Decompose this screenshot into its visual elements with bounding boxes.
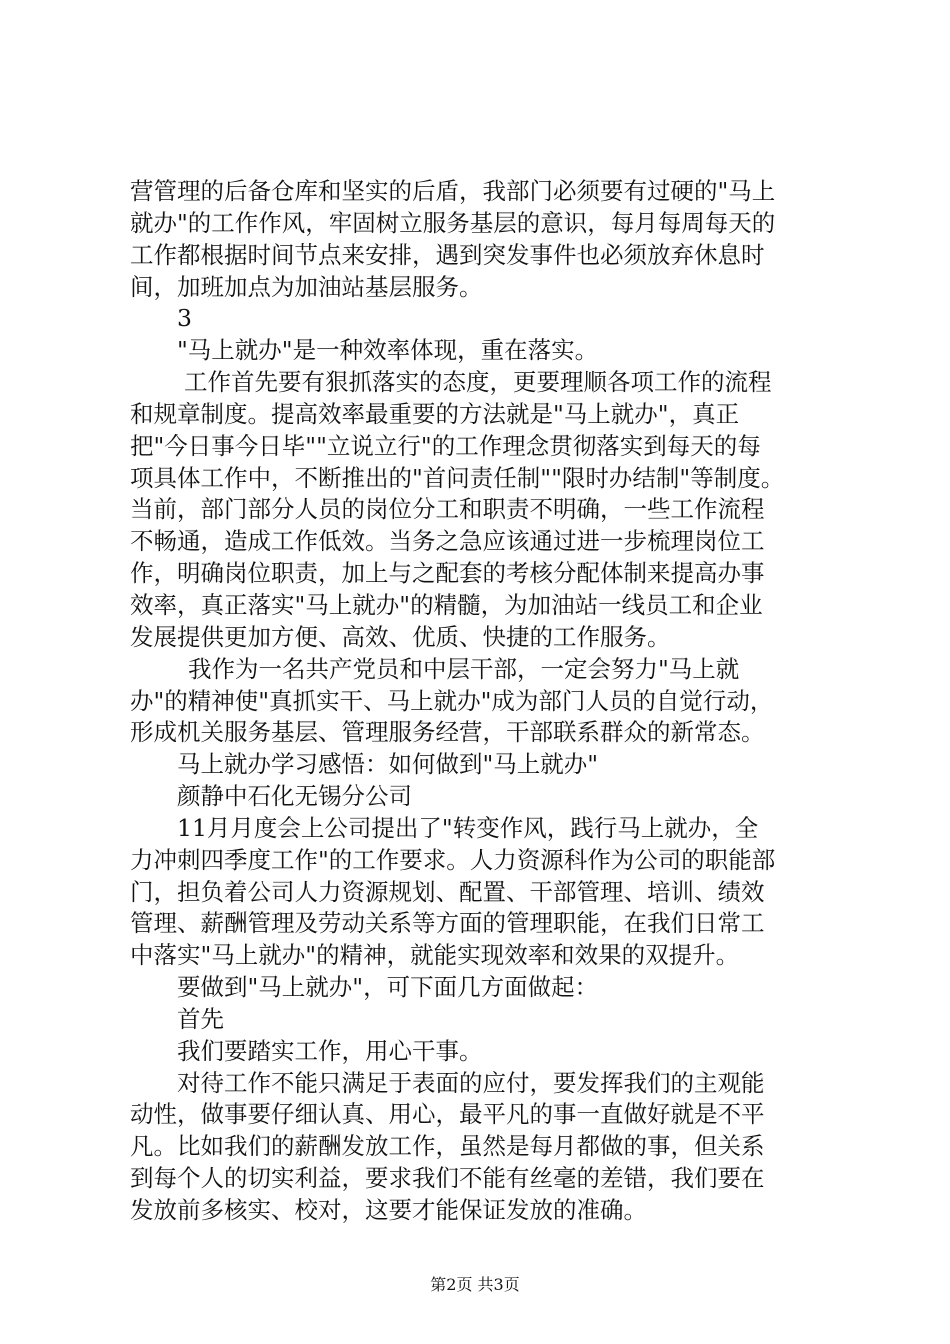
text-line: 效率，真正落实"马上就办"的精髓，为加油站一线员工和企业 bbox=[130, 590, 763, 619]
text-line: 门，担负着公司人力资源规划、配置、干部管理、培训、绩效 bbox=[130, 877, 765, 906]
text-line: 凡。比如我们的薪酬发放工作，虽然是每月都做的事，但关系 bbox=[130, 1132, 765, 1161]
text-line: 就办"的工作作风，牢固树立服务基层的意识，每月每周每天的 bbox=[130, 208, 776, 237]
text-line: 发放前多核实、校对，这要才能保证发放的准确。 bbox=[130, 1196, 647, 1224]
text-line: 当前，部门部分人员的岗位分工和职责不明确，一些工作流程 bbox=[130, 495, 765, 524]
text-line: 力冲刺四季度工作"的工作要求。人力资源科作为公司的职能部 bbox=[130, 845, 776, 874]
page-footer bbox=[0, 1272, 950, 1295]
text-line: 发展提供更加方便、高效、优质、快捷的工作服务。 bbox=[130, 622, 671, 651]
text-line: 中落实"马上就办"的精神，就能实现效率和效果的双提升。 bbox=[130, 941, 740, 970]
text-line: 要做到"马上就办"，可下面几方面做起： bbox=[177, 973, 599, 1002]
text-line: 到每个人的切实利益，要求我们不能有丝毫的差错，我们要在 bbox=[130, 1164, 765, 1193]
text-line: 11月月度会上公司提出了"转变作风，践行马上就办，全 bbox=[177, 813, 759, 842]
page-number-label: 第2页 共3页 bbox=[430, 1275, 520, 1294]
section-heading: "马上就办"是一种效率体现，重在落实。 bbox=[177, 336, 599, 365]
text-line: 把"今日事今日毕""立说立行"的工作理念贯彻落实到每天的每 bbox=[130, 431, 761, 460]
text-line: 间，加班加点为加油站基层服务。 bbox=[130, 272, 483, 301]
section-heading: 首先 bbox=[177, 1004, 224, 1033]
text-line: 项具体工作中，不断推出的"首问责任制""限时办结制"等制度。 bbox=[130, 463, 785, 492]
text-line: 和规章制度。提高效率最重要的方法就是"马上就办"，真正 bbox=[130, 399, 740, 428]
article-title: 马上就办学习感悟：如何做到"马上就办" bbox=[177, 750, 599, 779]
document-body bbox=[130, 176, 850, 1227]
section-heading: 我们要踏实工作，用心干事。 bbox=[177, 1036, 483, 1065]
text-line: 对待工作不能只满足于表面的应付，要发挥我们的主观能 bbox=[177, 1068, 765, 1097]
section-number: 3 bbox=[177, 304, 192, 333]
text-line: 工作首先要有狠抓落实的态度，更要理顺各项工作的流程 bbox=[184, 368, 772, 397]
text-line: 工作都根据时间节点来安排，遇到突发事件也必须放弃休息时 bbox=[130, 240, 765, 269]
text-line: 营管理的后备仓库和坚实的后盾，我部门必须要有过硬的"马上 bbox=[130, 177, 776, 205]
text-line: 动性，做事要仔细认真、用心，最平凡的事一直做好就是不平 bbox=[130, 1100, 765, 1129]
text-line: 作，明确岗位职责，加上与之配套的考核分配体制来提高办事 bbox=[130, 559, 765, 588]
text-line: 我作为一名共产党员和中层干部，一定会努力"马上就 bbox=[188, 654, 740, 683]
text-line: 办"的精神使"真抓实干、马上就办"成为部门人员的自觉行动， bbox=[130, 686, 774, 715]
text-line: 不畅通，造成工作低效。当务之急应该通过进一步梳理岗位工 bbox=[130, 527, 765, 556]
text-line: 管理、薪酬管理及劳动关系等方面的管理职能，在我们日常工 bbox=[130, 909, 765, 938]
article-author: 颜静中石化无锡分公司 bbox=[177, 782, 412, 811]
text-line: 形成机关服务基层、管理服务经营，干部联系群众的新常态。 bbox=[130, 718, 765, 747]
